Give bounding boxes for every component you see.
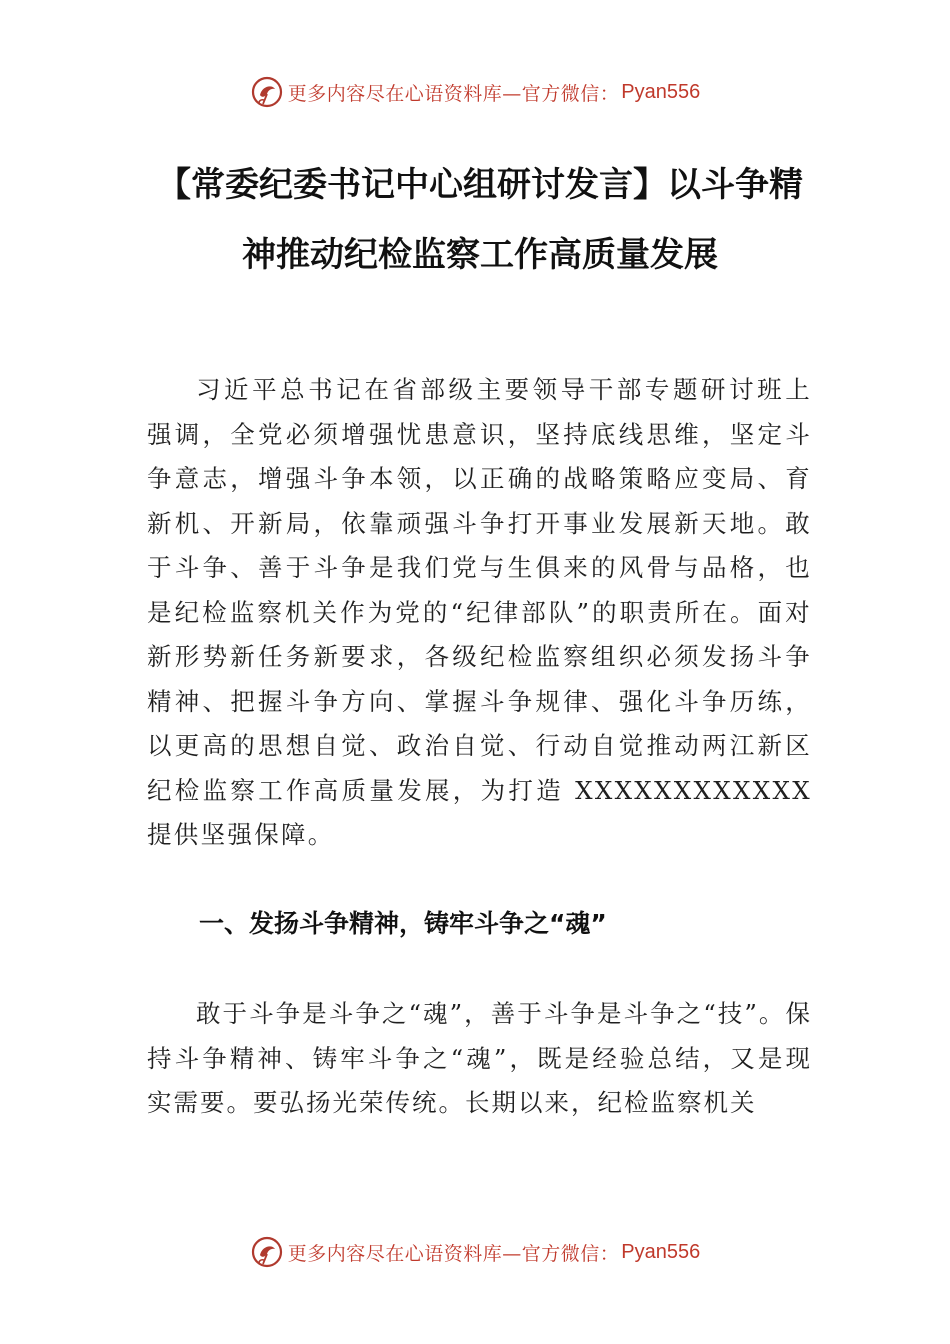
section-heading-1: 一、发扬斗争精神，铸牢斗争之“魂” <box>199 909 607 938</box>
header-banner <box>0 72 950 112</box>
rose-logo-icon <box>250 75 284 109</box>
banner-wechat-id: Pyan556 <box>621 80 701 103</box>
body-paragraph-2: 敢于斗争是斗争之“魂”，善于斗争是斗争之“技”。保持斗争精神、铸牢斗争之“魂”，既是经验总结，又是现实需要。要弘扬光荣传统。长期以来，纪检监察机关 <box>147 999 812 1117</box>
footer-banner <box>0 1232 950 1272</box>
document-title: 【常委纪委书记中心组研讨发言】以斗争精神推动纪检监察工作高质量发展 <box>157 165 803 275</box>
banner-text: 更多内容尽在心语资料库—官方微信： <box>287 82 620 105</box>
body-paragraph-1: 习近平总书记在省部级主要领导干部专题研讨班上强调，全党必须增强忧患意识，坚持底线思维，坚定斗争意志，增强斗争本领，以正确的战略策略应变局、育新机、开新局，依靠顽强斗争打开事业发展新天地。敢于斗争、善于斗争是我们党与生俱来的风骨与品格，也是纪检监察机关作为党的“纪律部队”的职责所在。面对新形势新任务新要求，各级纪检监察组织必须发扬斗争精神、把握斗争方向、掌握斗争规律、强化斗争历练，以更高的思想自觉、政治自觉、行动自觉推动两江新区纪检监察工作高质量发展，为打造 XXXXXXXXXXXX 提供坚强保障。 <box>147 375 812 849</box>
banner-text: 更多内容尽在心语资料库—官方微信： <box>287 1242 620 1265</box>
banner-wechat-id: Pyan556 <box>621 1240 701 1263</box>
rose-logo-icon <box>250 1235 284 1269</box>
